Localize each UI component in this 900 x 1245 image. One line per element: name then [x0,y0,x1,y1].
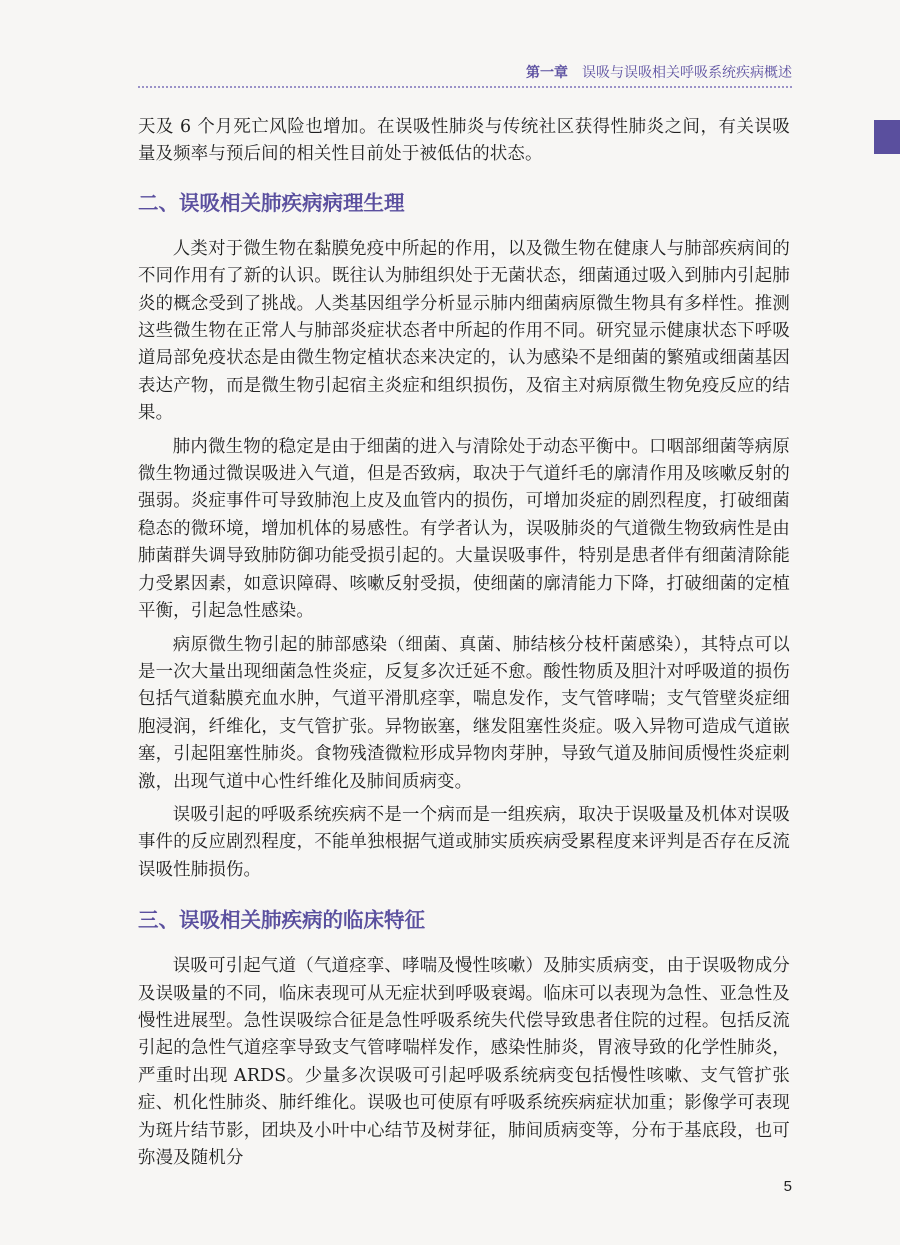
chapter-number: 第一章 [526,65,568,81]
chapter-side-tab [874,120,900,154]
paragraph: 病原微生物引起的肺部感染（细菌、真菌、肺结核分枝杆菌感染），其特点可以是一次大量出现细菌急性炎症，反复多次迁延不愈。酸性物质及胆汁对呼吸道的损伤包括气道黏膜充血水肿，气道平滑肌痉挛，喘息发作，支气管哮喘；支气管壁炎症细胞浸润，纤维化，支气管扩张。异物嵌塞，继发阻塞性炎症。吸入异物可造成气道嵌塞，引起阻塞性肺炎。食物残渣微粒形成异物肉芽肿，导致气道及肺间质慢性炎症刺激，出现气道中心性纤维化及肺间质病变。 [138,634,790,792]
chapter-title: 误吸与误吸相关呼吸系统疾病概述 [582,65,792,81]
page-body [138,114,790,1172]
paragraph: 误吸引起的呼吸系统疾病不是一个病而是一组疾病，取决于误吸量及机体对误吸事件的反应剧烈程度，不能单独根据气道或肺实质疾病受累程度来评判是否存在反流误吸性肺损伤。 [138,804,790,880]
paragraph: 人类对于微生物在黏膜免疫中所起的作用，以及微生物在健康人与肺部疾病间的不同作用有了新的认识。既往认为肺组织处于无菌状态，细菌通过吸入到肺内引起肺炎的概念受到了挑战。人类基因组学分析显示肺内细菌病原微生物具有多样性。推测这些微生物在正常人与肺部炎症状态者中所起的作用不同。研究显示健康状态下呼吸道局部免疫状态是由微生物定植状态来决定的，认为感染不是细菌的繁殖或细菌基因表达产物，而是微生物引起宿主炎症和组织损伤，及宿主对病原微生物免疫反应的结果。 [138,238,790,424]
paragraph: 肺内微生物的稳定是由于细菌的进入与清除处于动态平衡中。口咽部细菌等病原微生物通过微误吸进入气道，但是否致病，取决于气道纤毛的廓清作用及咳嗽反射的强弱。炎症事件可导致肺泡上皮及血管内的损伤，可增加炎症的剧烈程度，打破细菌稳态的微环境，增加机体的易感性。有学者认为，误吸肺炎的气道微生物致病性是由肺菌群失调导致肺防御功能受损引起的。大量误吸事件，特别是患者伴有细菌清除能力受累因素，如意识障碍、咳嗽反射受损，使细菌的廓清能力下降，打破细菌的定植平衡，引起急性感染。 [138,436,790,622]
section-heading-pathophysiology: 二、误吸相关肺疾病病理生理 [138,190,405,215]
paragraph: 误吸可引起气道（气道痉挛、哮喘及慢性咳嗽）及肺实质病变，由于误吸物成分及误吸量的不同，临床表现可从无症状到呼吸衰竭。临床可以表现为急性、亚急性及慢性进展型。急性误吸综合征是急性呼吸系统失代偿导致患者住院的过程。包括反流引起的急性气道痉挛导致支气管哮喘样发作，感染性肺炎，胃液导致的化学性肺炎，严重时出现 ARDS。少量多次误吸可引起呼吸系统病变包括慢性咳嗽、支气管扩张症、机化性肺炎、肺纤维化。误吸也可使原有呼吸系统疾病症状加重；影像学可表现为斑片结节影，团块及小叶中心结节及树芽征，肺间质病变等，分布于基底段，也可弥漫及随机分 [138,956,790,1168]
header-dotted-rule [138,86,792,88]
section-heading-clinical-features: 三、误吸相关肺疾病的临床特征 [138,908,425,933]
page-number: 5 [783,1178,792,1195]
intro-paragraph: 天及 6 个月死亡风险也增加。在误吸性肺炎与传统社区获得性肺炎之间，有关误吸量及频率与预后间的相关性目前处于被低估的状态。 [138,117,790,165]
running-header [526,62,792,82]
